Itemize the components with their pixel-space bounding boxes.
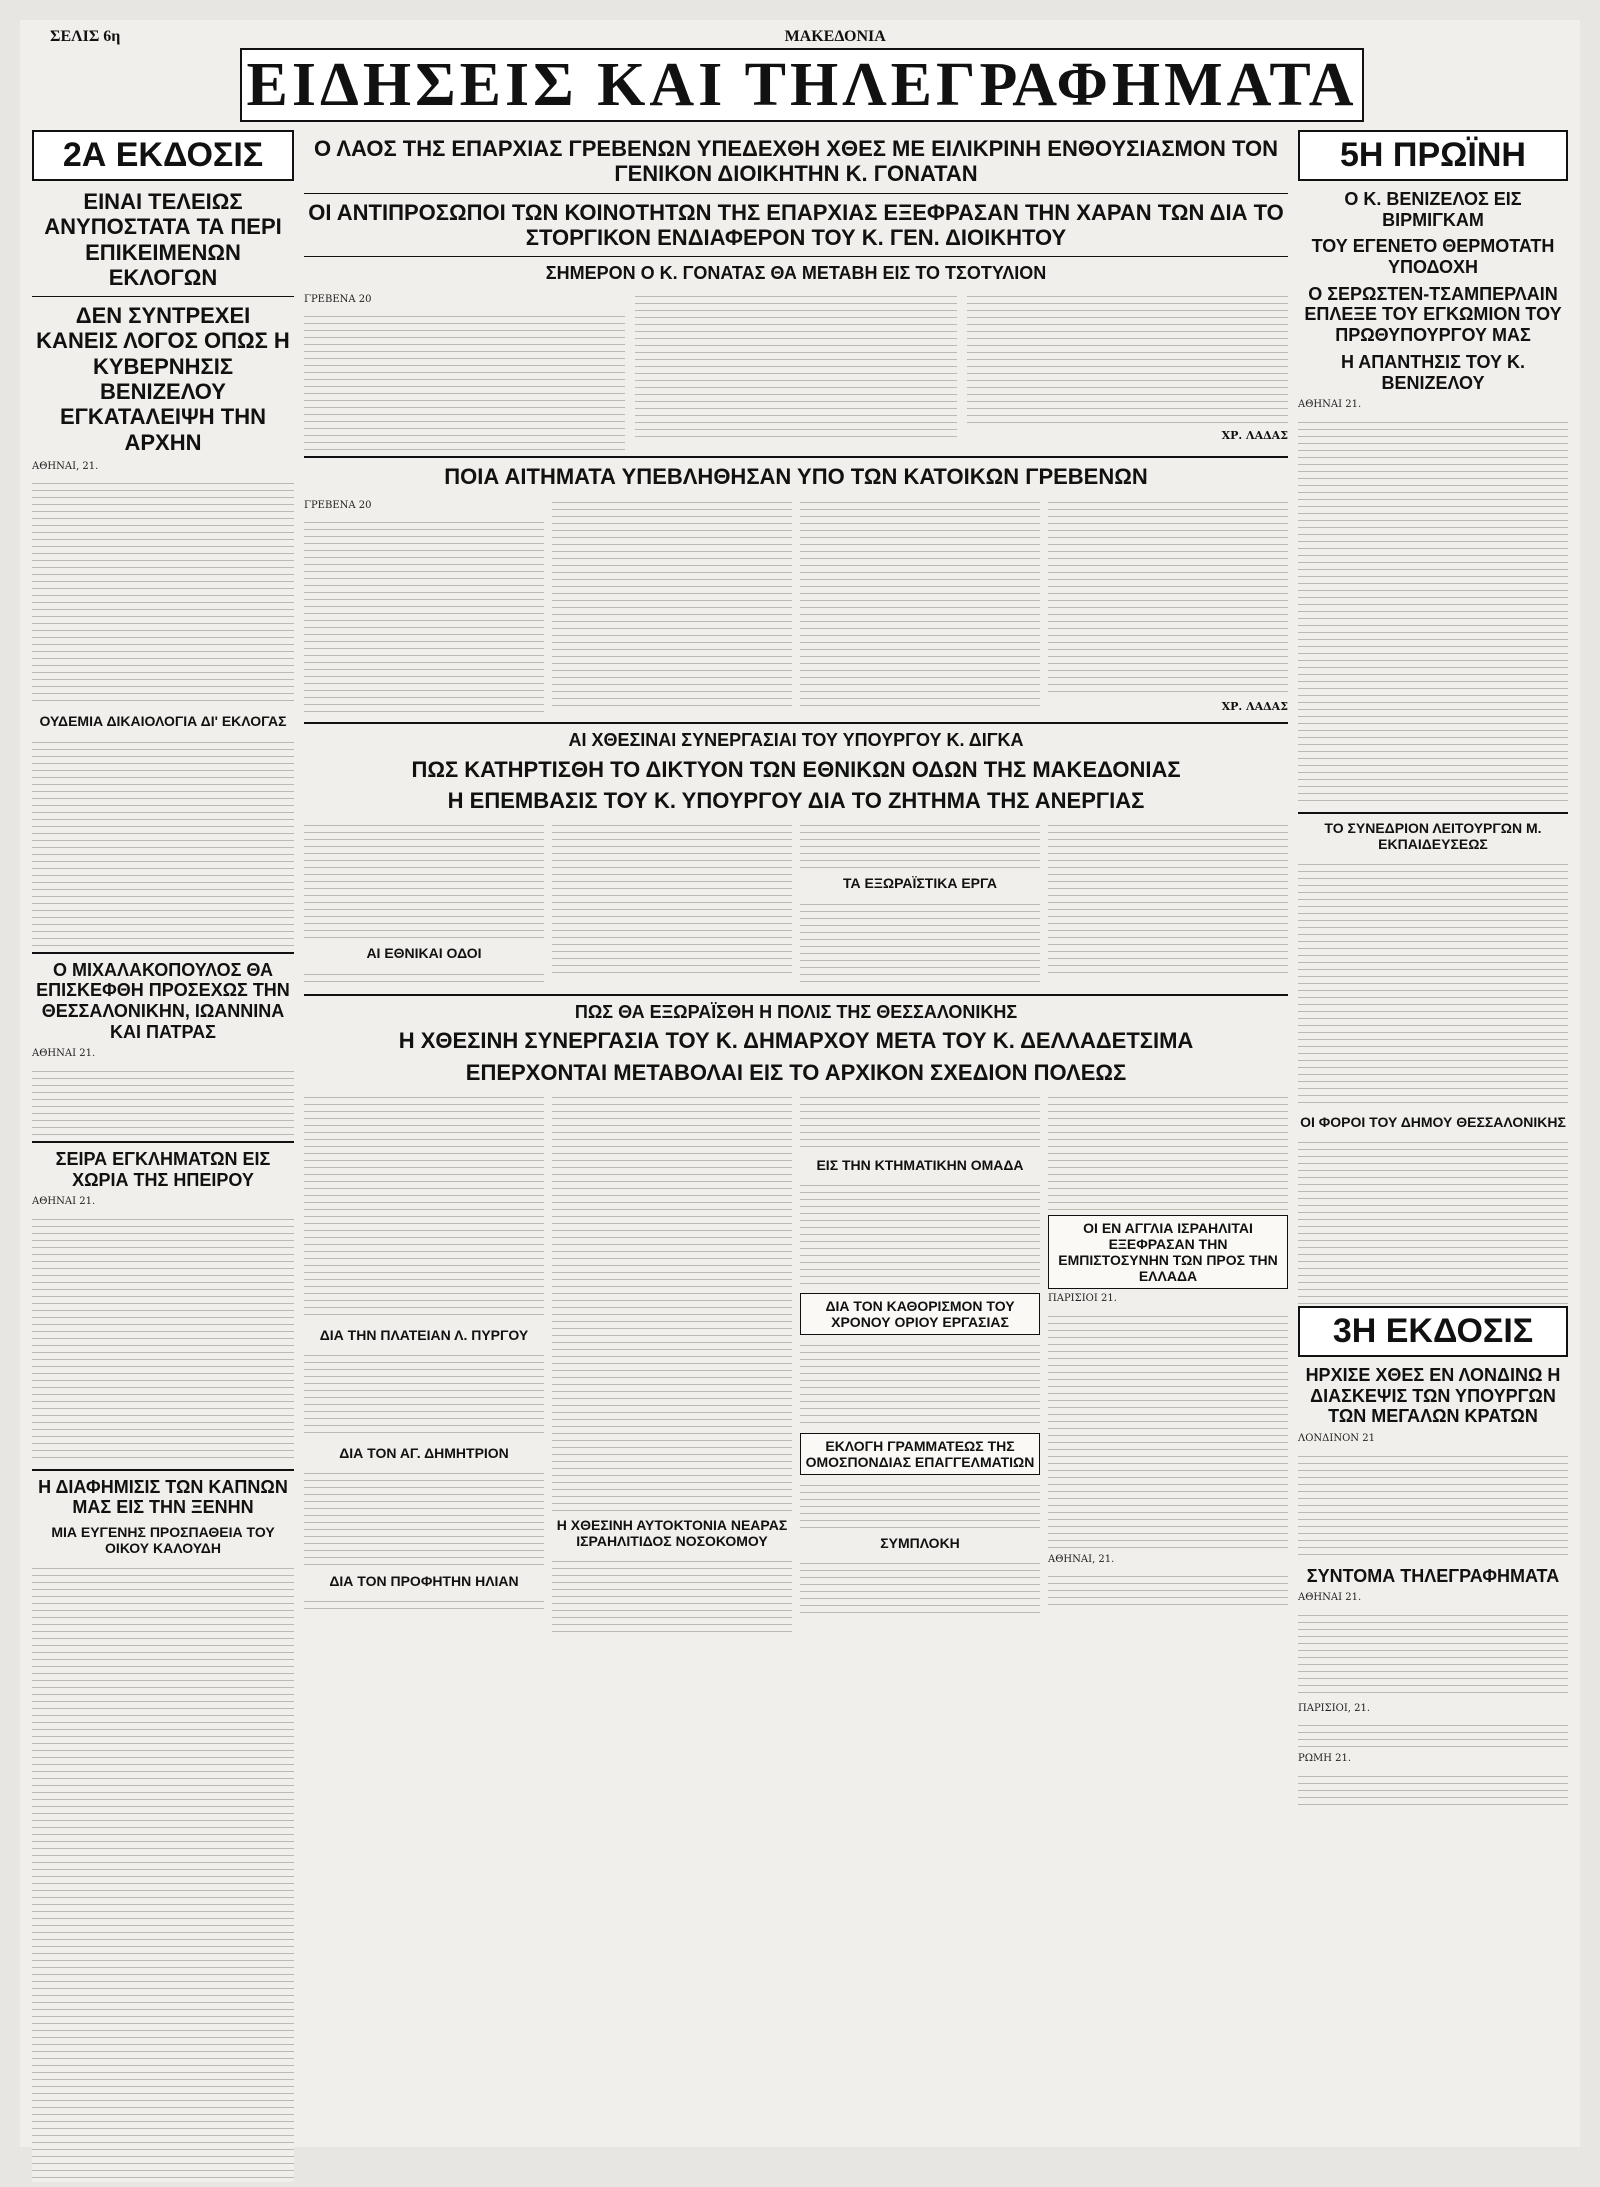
article-body	[552, 1091, 792, 1511]
article-body	[1298, 1719, 1568, 1749]
headline-city-taxes: ΟΙ ΦΟΡΟΙ ΤΟΥ ΔΗΜΟΥ ΘΕΣΣΑΛΟΝΙΚΗΣ	[1300, 1113, 1566, 1130]
right-column	[1298, 130, 1568, 2127]
headline-crimes: ΣΕΙΡΑ ΕΓΚΛΗΜΑΤΩΝ ΕΙΣ ΧΩΡΙΑ ΤΗΣ ΗΠΕΙΡΟΥ	[55, 1148, 271, 1190]
headline-tsotylion: ΣΗΜΕΡΟΝ Ο Κ. ΓΟΝΑΤΑΣ ΘΑ ΜΕΤΑΒΗ ΕΙΣ ΤΟ ΤΣΟΤΥΛΙΟΝ	[545, 263, 1047, 284]
headline-government: ΔΕΝ ΣΥΝΤΡΕΧΕΙ ΚΑΝΕΙΣ ΛΟΓΟΣ ΟΠΩΣ Η ΚΥΒΕΡΝΗΣΙΣ ΒΕΝΙΖΕΛΟΥ ΕΓΚΑΤΑΛΕΙΨΗ ΤΗΝ ΑΡΧΗΝ	[36, 303, 290, 455]
headline-clash: ΣΥΜΠΛΟΚΗ	[880, 1535, 960, 1552]
page-label: ΣΕΛΙΣ 6η	[50, 28, 121, 45]
article-body	[1298, 1136, 1568, 1306]
article-body	[32, 477, 294, 707]
headline-requests: ΠΟΙΑ ΑΙΤΗΜΑΤΑ ΥΠΕΒΛΗΘΗΣΑΝ ΥΠΟ ΤΩΝ ΚΑΤΟΙΚΩΝ ΓΡΕΒΕΝΩΝ	[444, 464, 1148, 490]
section-masthead: ΕΙΔΗΣΕΙΣ ΚΑΙ ΤΗΛΕΓΡΑΦΗΜΑΤΑ	[240, 48, 1364, 122]
article-body	[800, 898, 1040, 988]
article-col	[304, 1091, 544, 1635]
headline-jewish-england: ΟΙ ΕΝ ΑΓΓΛΙΑ ΙΣΡΑΗΛΙΤΑΙ ΕΞΕΦΡΑΣΑΝ ΤΗΝ ΕΜΠΙΣΤΟΣΥΝΗΝ ΤΩΝ ΠΡΟΣ ΤΗΝ ΕΛΛΑΔΑ	[1048, 1215, 1288, 1289]
subhead-national-roads: ΑΙ ΕΘΝΙΚΑΙ ΟΔΟΙ	[366, 945, 482, 962]
edition-label: 5Η ΠΡΩΪΝΗ	[1298, 130, 1568, 181]
article-body	[1048, 1570, 1288, 1610]
dateline: ΠΑΡΙΣΙΟΙ 21.	[1048, 1293, 1117, 1305]
article-col	[800, 1091, 1040, 1635]
dateline: ΑΘΗΝΑΙ, 21.	[1048, 1553, 1115, 1565]
article-body	[800, 1091, 1040, 1151]
left-column	[32, 130, 294, 2127]
article-body	[552, 819, 792, 979]
article-body	[800, 819, 1040, 869]
signature: ΧΡ. ΛΑΔΑΣ	[1221, 428, 1288, 442]
paper-name: ΜΑΚΕΔΟΝΙΑ	[784, 28, 886, 45]
divider	[304, 256, 1288, 257]
article-col	[800, 496, 1040, 717]
headline-work-hours: ΔΙΑ ΤΟΝ ΚΑΘΟΡΙΣΜΟΝ ΤΟΥ ΧΡΟΝΟΥ ΟΡΙΟΥ ΕΡΓΑΣΙΑΣ	[800, 1293, 1040, 1335]
article-body	[967, 290, 1288, 425]
dateline: ΑΘΗΝΑΙ 21.	[1298, 1592, 1362, 1604]
article-col	[304, 496, 544, 717]
headline-city-plan: ΕΠΕΡΧΟΝΤΑΙ ΜΕΤΑΒΟΛΑΙ ΕΙΣ ΤΟ ΑΡΧΙΚΟΝ ΣΧΕΔΙΟΝ ΠΟΛΕΩΣ	[465, 1059, 1127, 1085]
headline-chamberlain: Ο ΣΕΡΩΣΤΕΝ-ΤΣΑΜΠΕΡΛΑΙΝ ΕΠΛΕΞΕ ΤΟΥ ΕΓΚΩΜΙΟΝ ΤΟΥ ΠΡΩΘΥΠΟΥΡΓΟΥ ΜΑΣ	[1304, 283, 1562, 346]
article-body	[1048, 496, 1288, 696]
headline-short-telegrams: ΣΥΝΤΟΜΑ ΤΗΛΕΓΡΑΦΗΜΑΤΑ	[1306, 1565, 1560, 1586]
headline-reception: ΤΟΥ ΕΓΕΝΕΤΟ ΘΕΡΜΟΤΑΤΗ ΥΠΟΔΟΧΗ	[1311, 236, 1555, 278]
article-body	[304, 1091, 544, 1321]
article-body	[304, 968, 544, 988]
article-body	[304, 1467, 544, 1567]
newspaper-page	[20, 20, 1580, 2147]
edition-label: 3Η ΕΚΔΟΣΙΣ	[1298, 1306, 1568, 1357]
article-columns	[304, 1091, 1288, 1635]
article-body	[304, 1349, 544, 1439]
article-columns	[304, 819, 1288, 987]
article-body	[1298, 416, 1568, 806]
article-columns	[304, 496, 1288, 717]
article-body	[1298, 858, 1568, 1108]
article-columns	[304, 290, 1288, 451]
article-body	[552, 1555, 792, 1635]
article-body	[1298, 1450, 1568, 1560]
article-body	[32, 1562, 294, 2182]
article-col	[635, 290, 956, 451]
dateline: ΑΘΗΝΑΙ, 21.	[32, 460, 99, 472]
headline-michalakopoulos: Ο ΜΙΧΑΛΑΚΟΠΟΥΛΟΣ ΘΑ ΕΠΙΣΚΕΦΘΗ ΠΡΟΣΕΧΩΣ ΤΗΝ ΘΕΣΣΑΛΟΝΙΚΗΝ, ΙΩΑΝΝΙΝΑ ΚΑΙ ΠΑΤΡΑΣ	[36, 959, 290, 1042]
divider	[304, 722, 1288, 724]
headline-teachers-congress: ΤΟ ΣΥΝΕΔΡΙΟΝ ΛΕΙΤΟΥΡΓΩΝ Μ. ΕΚΠΑΙΔΕΥΣΕΩΣ	[1324, 819, 1542, 852]
divider	[32, 1469, 294, 1471]
divider	[304, 994, 1288, 996]
headline-elections: ΕΙΝΑΙ ΤΕΛΕΙΩΣ ΑΝΥΠΟΣΤΑΤΑ ΤΑ ΠΕΡΙ ΕΠΙΚΕΙΜΕΝΩΝ ΕΚΛΟΓΩΝ	[44, 189, 282, 290]
headline-mayor-meeting: Η ΧΘΕΣΙΝΗ ΣΥΝΕΡΓΑΣΙΑ ΤΟΥ Κ. ΔΗΜΑΡΧΟΥ ΜΕΤΑ ΤΟΥ Κ. ΔΕΛΛΑΔΕΤΣΙΜΑ	[398, 1028, 1194, 1054]
divider	[32, 1141, 294, 1143]
article-body	[1298, 1770, 1568, 1810]
divider	[1298, 812, 1568, 814]
article-col	[304, 819, 544, 987]
subhead-cadastre: ΕΙΣ ΤΗΝ ΚΤΗΜΑΤΙΚΗΝ ΟΜΑΔΑ	[816, 1156, 1024, 1173]
divider	[304, 456, 1288, 458]
article-body	[304, 516, 544, 716]
dateline: ΑΘΗΝΑΙ 21.	[32, 1048, 96, 1060]
dateline: ΛΟΝΔΙΝΟΝ 21	[1298, 1433, 1375, 1445]
dateline: ΓΡΕΒΕΝΑ 20	[304, 293, 372, 305]
article-body	[635, 290, 956, 440]
article-body	[32, 736, 294, 946]
headline-digkas: ΑΙ ΧΘΕΣΙΝΑΙ ΣΥΝΕΡΓΑΣΙΑΙ ΤΟΥ ΥΠΟΥΡΓΟΥ Κ. ΔΙΓΚΑ	[568, 730, 1024, 751]
top-line	[50, 28, 1550, 50]
headline-unemployment: Η ΕΠΕΜΒΑΣΙΣ ΤΟΥ Κ. ΥΠΟΥΡΓΟΥ ΔΙΑ ΤΟ ΖΗΤΗΜΑ ΤΗΣ ΑΝΕΡΓΙΑΣ	[447, 788, 1145, 814]
article-body	[1048, 1310, 1288, 1550]
article-body	[304, 1595, 544, 1615]
dateline: ΑΘΗΝΑΙ 21.	[1298, 399, 1362, 411]
article-col	[967, 290, 1288, 451]
article-col	[1048, 496, 1288, 717]
headline-tobacco: Η ΔΙΑΦΗΜΙΣΙΣ ΤΩΝ ΚΑΠΝΩΝ ΜΑΣ ΕΙΣ ΤΗΝ ΞΕΝΗΝ	[38, 1476, 288, 1518]
subhead-ilias: ΔΙΑ ΤΟΝ ΠΡΟΦΗΤΗΝ ΗΛΙΑΝ	[329, 1573, 519, 1590]
article-body	[1048, 819, 1288, 979]
article-body	[800, 496, 1040, 711]
headline-secretary: ΕΚΛΟΓΗ ΓΡΑΜΜΑΤΕΩΣ ΤΗΣ ΟΜΟΣΠΟΝΔΙΑΣ ΕΠΑΓΓΕΛΜΑΤΙΩΝ	[800, 1433, 1040, 1475]
article-col	[552, 496, 792, 717]
headline-city-beautify: ΠΩΣ ΘΑ ΕΞΩΡΑΪΣΘΗ Η ΠΟΛΙΣ ΤΗΣ ΘΕΣΣΑΛΟΝΙΚΗΣ	[574, 1001, 1018, 1022]
article-body	[304, 310, 625, 450]
headline-london-conference: ΗΡΧΙΣΕ ΧΘΕΣ ΕΝ ΛΟΝΔΙΝΩ Η ΔΙΑΣΚΕΨΙΣ ΤΩΝ ΥΠΟΥΡΓΩΝ ΤΩΝ ΜΕΓΑΛΩΝ ΚΡΑΤΩΝ	[1305, 1364, 1561, 1427]
signature: ΧΡ. ΛΑΔΑΣ	[1221, 699, 1288, 713]
dateline: ΡΩΜΗ 21.	[1298, 1753, 1352, 1765]
article-body	[800, 1339, 1040, 1429]
article-col	[800, 819, 1040, 987]
headline-venizelos-birmingham: Ο Κ. ΒΕΝΙΖΕΛΟΣ ΕΙΣ ΒΙΡΜΙΓΚΑΜ	[1344, 189, 1522, 230]
divider	[32, 952, 294, 954]
article-body	[800, 1179, 1040, 1289]
divider	[32, 296, 294, 297]
article-body	[800, 1479, 1040, 1529]
dateline: ΓΡΕΒΕΝΑ 20	[304, 499, 372, 511]
headline-roads: ΠΩΣ ΚΑΤΗΡΤΙΣΘΗ ΤΟ ΔΙΚΤΥΟΝ ΤΩΝ ΕΘΝΙΚΩΝ ΟΔΩΝ ΤΗΣ ΜΑΚΕΔΟΝΙΑΣ	[411, 756, 1181, 782]
dateline: ΑΘΗΝΑΙ 21.	[32, 1196, 96, 1208]
article-col	[1048, 819, 1288, 987]
article-col	[552, 819, 792, 987]
headline-grevena: Ο ΛΑΟΣ ΤΗΣ ΕΠΑΡΧΙΑΣ ΓΡΕΒΕΝΩΝ ΥΠΕΔΕΧΘΗ ΧΘΕΣ ΜΕ ΕΙΛΙΚΡΙΝΗ ΕΝΘΟΥΣΙΑΣΜΟΝ ΤΟΝ ΓΕΝΙΚΟΝ ΔΙΟΙΚΗΤΗΝ Κ. ΓΟΝΑΤΑΝ	[313, 136, 1279, 187]
article-body	[32, 1065, 294, 1135]
divider	[304, 193, 1288, 194]
article-body	[552, 496, 792, 711]
article-body	[1298, 1609, 1568, 1699]
article-body	[32, 1213, 294, 1463]
subhead-kaloudis: ΜΙΑ ΕΥΓΕΝΗΣ ΠΡΟΣΠΑΘΕΙΑ ΤΟΥ ΟΙΚΟΥ ΚΑΛΟΥΔΗ	[51, 1524, 275, 1557]
edition-label: 2Α ΕΚΔΟΣΙΣ	[32, 130, 294, 181]
article-body	[800, 1557, 1040, 1617]
subhead-square: ΔΙΑ ΤΗΝ ΠΛΑΤΕΙΑΝ Λ. ΠΥΡΓΟΥ	[319, 1326, 529, 1343]
headline-venizelos-reply: Η ΑΠΑΝΤΗΣΙΣ ΤΟΥ Κ. ΒΕΝΙΖΕΛΟΥ	[1340, 351, 1526, 393]
subhead-dimitrios: ΔΙΑ ΤΟΝ ΑΓ. ΔΗΜΗΤΡΙΟΝ	[339, 1444, 509, 1461]
headline-communities: ΟΙ ΑΝΤΙΠΡΟΣΩΠΟΙ ΤΩΝ ΚΟΙΝΟΤΗΤΩΝ ΤΗΣ ΕΠΑΡΧΙΑΣ ΕΞΕΦΡΑΣΑΝ ΤΗΝ ΧΑΡΑΝ ΤΩΝ ΔΙΑ ΤΟ ΣΤΟΡΓΙΚΟΝ ΕΝΔΙΑΦΕΡΟΝ ΤΟΥ Κ. ΓΕΝ. ΔΙΟΙΚΗΤΟΥ	[308, 199, 1284, 250]
article-body	[304, 819, 544, 939]
article-col	[552, 1091, 792, 1635]
center-column	[304, 130, 1288, 2127]
article-col	[1048, 1091, 1288, 1635]
subhead-elections: ΟΥΔΕΜΙΑ ΔΙΚΑΙΟΛΟΓΙΑ ΔΙ' ΕΚΛΟΓΑΣ	[39, 713, 287, 730]
article-body	[1048, 1091, 1288, 1211]
headline-suicide: Η ΧΘΕΣΙΝΗ ΑΥΤΟΚΤΟΝΙΑ ΝΕΑΡΑΣ ΙΣΡΑΗΛΙΤΙΔΟΣ ΝΟΣΟΚΟΜΟΥ	[556, 1516, 788, 1549]
subhead-works: ΤΑ ΕΞΩΡΑΪΣΤΙΚΑ ΕΡΓΑ	[842, 875, 997, 892]
dateline: ΠΑΡΙΣΙΟΙ, 21.	[1298, 1702, 1371, 1714]
article-col	[304, 290, 625, 451]
